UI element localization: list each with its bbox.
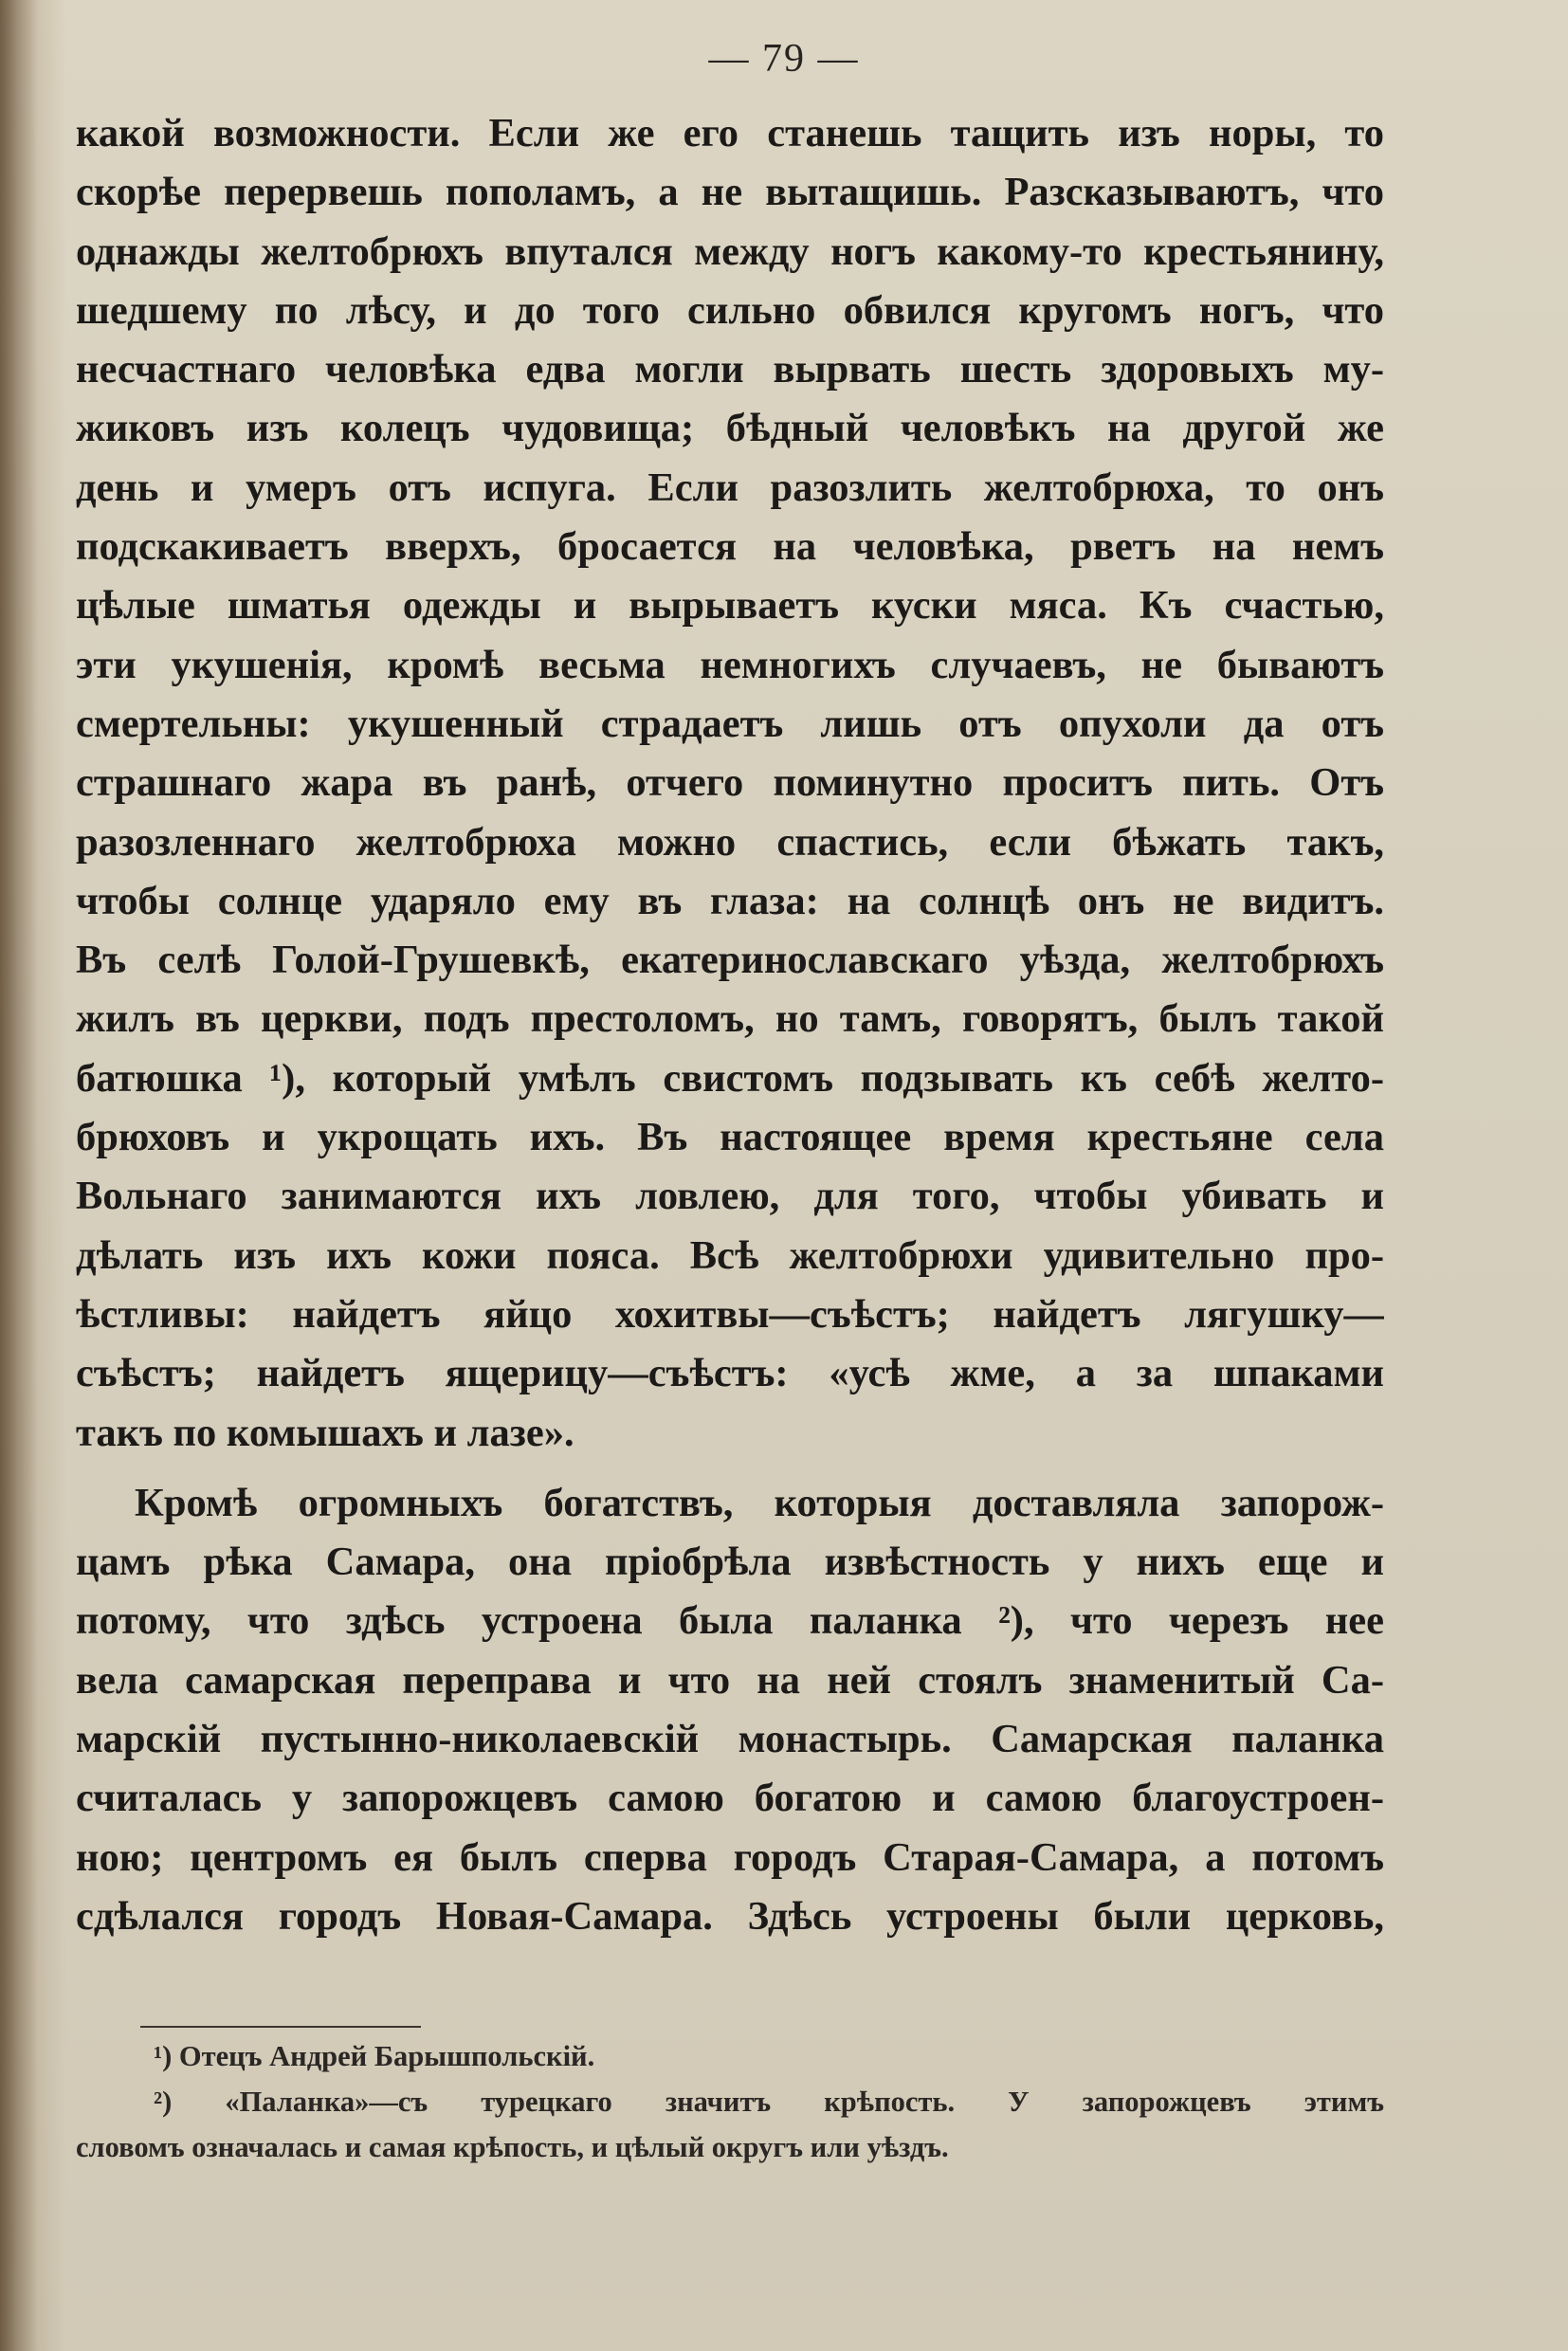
text-line: чтобы солнце ударяло ему въ глаза: на солнцѣ онъ не видитъ. [76, 878, 1384, 923]
text-line: Вольнаго занимаются ихъ ловлею, для того, чтобы убивать и [76, 1174, 1384, 1219]
text-line: смертельны: укушенный страдаетъ лишь отъ опухоли да отъ [76, 701, 1384, 746]
text-line: марскій пустынно-николаевскій монастырь. Самарская паланка [76, 1717, 1384, 1762]
text-line: разозленнаго желтобрюха можно спастись, если бѣжать такъ, [76, 819, 1384, 865]
text-line: ною; центромъ ея былъ сперва городъ Старая-Самара, а потомъ [76, 1834, 1384, 1880]
text-line: ѣстливы: найдетъ яйцо хохитвы—съѣстъ; найдетъ лягушку— [76, 1291, 1384, 1337]
text-line: Кромѣ огромныхъ богатствъ, которыя доставляла запорож- [135, 1480, 1384, 1525]
footnotes [76, 2033, 1384, 2170]
binding-shadow [0, 0, 38, 2351]
body-text [76, 104, 1384, 1946]
paragraph-2 [76, 1474, 1384, 1946]
text-line: шедшему по лѣсу, и до того сильно обвился кругомъ ногъ, что [76, 287, 1384, 333]
text-line: считалась у запорожцевъ самою богатою и самою благоустроен- [76, 1776, 1384, 1821]
text-line: цѣлые шматья одежды и вырываетъ куски мяса. Къ счастью, [76, 583, 1384, 629]
text-line: дѣлать изъ ихъ кожи пояса. Всѣ желтобрюхи удивительно про- [76, 1232, 1384, 1278]
text-line: сдѣлался городъ Новая-Самара. Здѣсь устроены были церковь, [76, 1893, 1384, 1939]
text-line: страшнаго жара въ ранѣ, отчего поминутно проситъ пить. Отъ [76, 760, 1384, 806]
text-line: день и умеръ отъ испуга. Если разозлить желтобрюха, то онъ [76, 465, 1384, 510]
text-line: скорѣе перервешь пополамъ, а не вытащишь. Разсказываютъ, что [76, 170, 1384, 215]
paragraph-1 [76, 104, 1384, 1463]
text-line: несчастнаго человѣка едва могли вырвать шесть здоровыхъ му- [76, 347, 1384, 392]
text-line: какой возможности. Если же его станешь тащить изъ норы, то [76, 111, 1384, 155]
text-line: жилъ въ церкви, подъ престоломъ, но тамъ, говорятъ, былъ такой [76, 996, 1384, 1042]
footnote-2: ²) «Паланка»—съ турецкаго значитъ крѣпость. У запорожцевъ этимъ [154, 2086, 1384, 2118]
text-line: вела самарская переправа и что на ней стоялъ знаменитый Са- [76, 1657, 1384, 1703]
text-line: брюховъ и укрощать ихъ. Въ настоящее время крестьяне села [76, 1115, 1384, 1160]
footnote-1: ¹) Отецъ Андрей Барышпольскій. [154, 2040, 595, 2072]
text-line: жиковъ изъ колецъ чудовища; бѣдный человѣкъ на другой же [76, 406, 1384, 451]
footnote-divider [140, 2026, 421, 2028]
text-line: цамъ рѣка Самара, она пріобрѣла извѣстность у нихъ еще и [76, 1540, 1384, 1585]
footnote-2-continued: словомъ означалась и самая крѣпость, и цѣлый округъ или уѣздъ. [76, 2131, 949, 2163]
text-line-footnote-ref-1[interactable]: батюшка ¹), который умѣлъ свистомъ подзывать къ себѣ желто- [76, 1055, 1384, 1101]
page-number: — 79 — [708, 37, 860, 81]
text-line: подскакиваетъ вверхъ, бросается на человѣка, рветъ на немъ [76, 524, 1384, 570]
text-line-footnote-ref-2[interactable]: потому, что здѣсь устроена была паланка ²), что черезъ нее [76, 1598, 1384, 1644]
paragraph-gap [76, 1463, 1384, 1474]
text-line: такъ по комышахъ и лазе». [76, 1410, 574, 1455]
text-line: эти укушенія, кромѣ весьма немногихъ случаевъ, не бываютъ [76, 642, 1384, 687]
text-line: однажды желтобрюхъ впутался между ногъ какому-то крестьянину, [76, 228, 1384, 274]
text-line: съѣстъ; найдетъ ящерицу—съѣстъ: «усѣ жме, а за шпаками [76, 1351, 1384, 1396]
text-line: Въ селѣ Голой-Грушевкѣ, екатеринославскаго уѣзда, желтобрюхъ [76, 938, 1384, 983]
